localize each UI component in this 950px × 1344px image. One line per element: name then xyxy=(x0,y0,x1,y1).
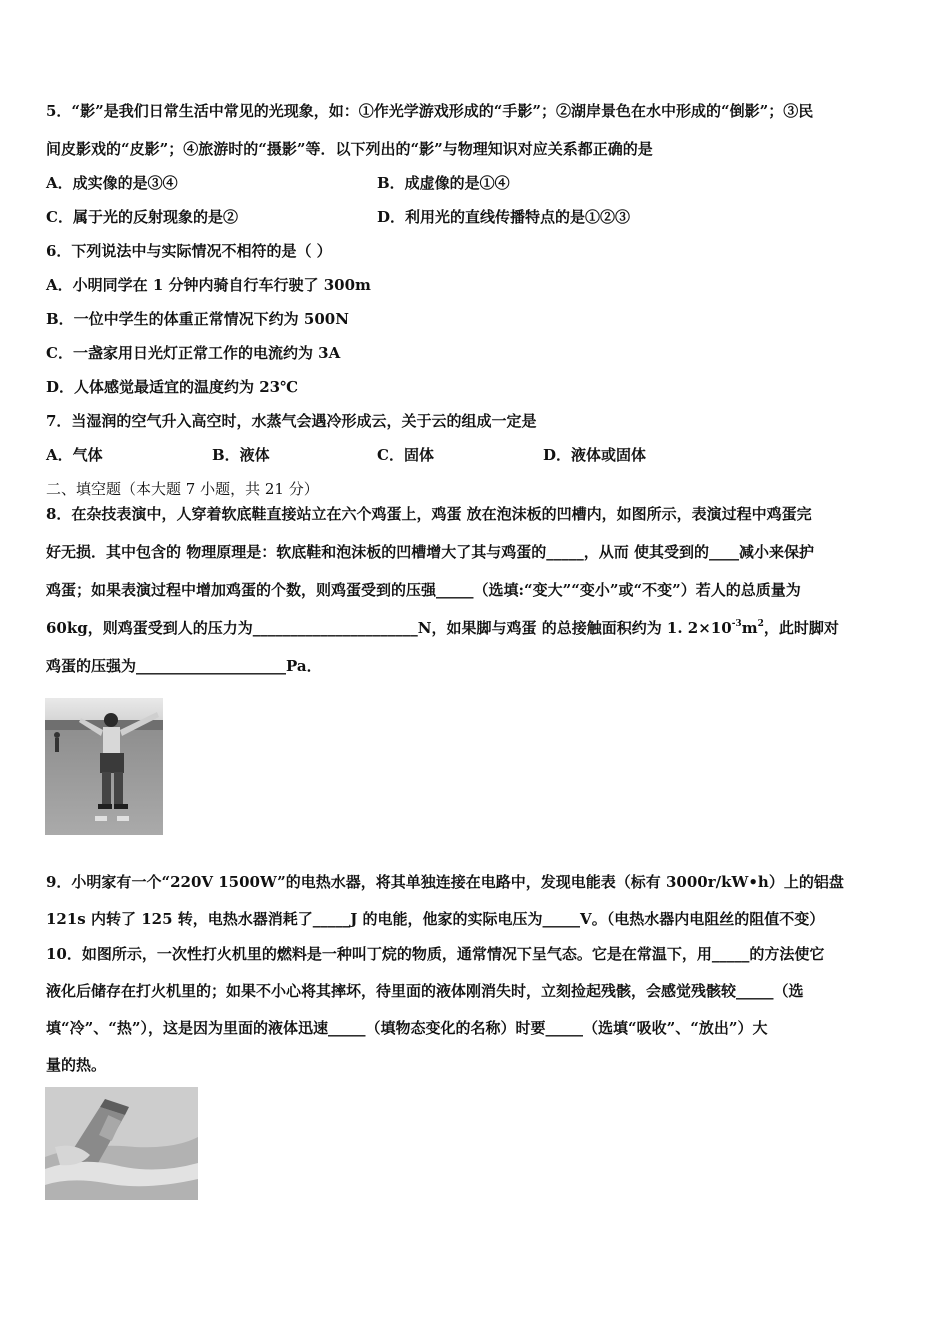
q10-line1: 10．如图所示，一次性打火机里的燃料是一种叫丁烷的物质，通常情况下呈气态。它是在常温下，用_____的方法使它 xyxy=(46,945,825,963)
q5-option-c: C．属于光的反射现象的是② xyxy=(46,208,238,226)
q10-line2: 液化后储存在打火机里的；如果不小心将其摔坏，待里面的液体刚消失时，立刻捡起残骸，会感觉残骸较_____（选 xyxy=(46,982,804,1000)
q8-line5: 鸡蛋的压强为____________________Pa． xyxy=(46,657,322,675)
lighter-illustration xyxy=(45,1087,198,1200)
q5-line2: 间皮影戏的“皮影”；④旅游时的“摄影”等．以下列出的“影”与物理知识对应关系都正确的是 xyxy=(46,140,653,158)
q9-line1: 9．小明家有一个“220V 1500W”的电热水器，将其单独连接在电路中，发现电能表（标有 3000r/kW•h）上的铝盘 xyxy=(46,873,844,891)
q5-line1: 5．“影”是我们日常生活中常见的光现象，如：①作光学游戏形成的“手影”；②湖岸景色在水中形成的“倒影”；③民 xyxy=(46,102,814,120)
q5-option-d: D．利用光的直线传播特点的是①②③ xyxy=(377,208,631,226)
lighter-photo xyxy=(45,1087,198,1200)
q7-option-c: C．固体 xyxy=(377,446,434,464)
q8-line2: 好无损．其中包含的 物理原理是：软底鞋和泡沫板的凹槽增大了其与鸡蛋的_____，从而 使其受到的____减小来保护 xyxy=(46,543,814,561)
q6-option-a: A．小明同学在 1 分钟内骑自行车行驶了 300m xyxy=(46,276,371,294)
q8-exponent-1: -3 xyxy=(731,619,742,629)
egg-performer-photo xyxy=(45,698,163,835)
section-heading: 二、填空题（本大题 7 小题，共 21 分） xyxy=(46,480,319,498)
q6-option-c: C．一盏家用日光灯正常工作的电流约为 3A xyxy=(46,344,341,362)
q7-option-b: B．液体 xyxy=(212,446,270,464)
q6-stem: 6．下列说法中与实际情况不相符的是（ ） xyxy=(46,242,332,260)
q9-line2: 121s 内转了 125 转，电热水器消耗了_____J 的电能，他家的实际电压为_____V。（电热水器内电阻丝的阻值不变） xyxy=(46,910,825,928)
q5-option-a: A．成实像的是③④ xyxy=(46,174,178,192)
q6-option-b: B．一位中学生的体重正常情况下约为 500N xyxy=(46,310,349,328)
q8-line4 xyxy=(46,618,839,638)
q7-option-a: A．气体 xyxy=(46,446,103,464)
q8-line4-text-b: m xyxy=(741,619,758,637)
q8-line3: 鸡蛋；如果表演过程中增加鸡蛋的个数，则鸡蛋受到的压强_____（选填:“变大”“变小”或“不变”）若人的总质量为 xyxy=(46,581,801,599)
q5-option-b: B．成虚像的是①④ xyxy=(377,174,510,192)
q8-line1: 8．在杂技表演中，人穿着软底鞋直接站立在六个鸡蛋上，鸡蛋 放在泡沫板的凹槽内，如图所示，表演过程中鸡蛋完 xyxy=(46,505,812,523)
q6-option-d: D．人体感觉最适宜的温度约为 23℃ xyxy=(46,378,299,396)
egg-performer-illustration xyxy=(45,698,163,835)
q8-line4-text-a: 60kg，则鸡蛋受到人的压力为______________________N，如果脚与鸡蛋 的总接触面积约为 1. 2×10 xyxy=(46,619,732,637)
q10-line4: 量的热。 xyxy=(46,1056,107,1074)
q8-exponent-2: 2 xyxy=(757,619,764,629)
q7-option-d: D．液体或固体 xyxy=(543,446,647,464)
q10-line3: 填“冷”、“热”），这是因为里面的液体迅速_____（填物态变化的名称）时要_____（选填“吸收”、“放出”）大 xyxy=(46,1019,768,1037)
q7-stem: 7．当湿润的空气升入高空时，水蒸气会遇冷形成云，关于云的组成一定是 xyxy=(46,412,537,430)
q8-line4-text-c: ，此时脚对 xyxy=(763,619,839,637)
